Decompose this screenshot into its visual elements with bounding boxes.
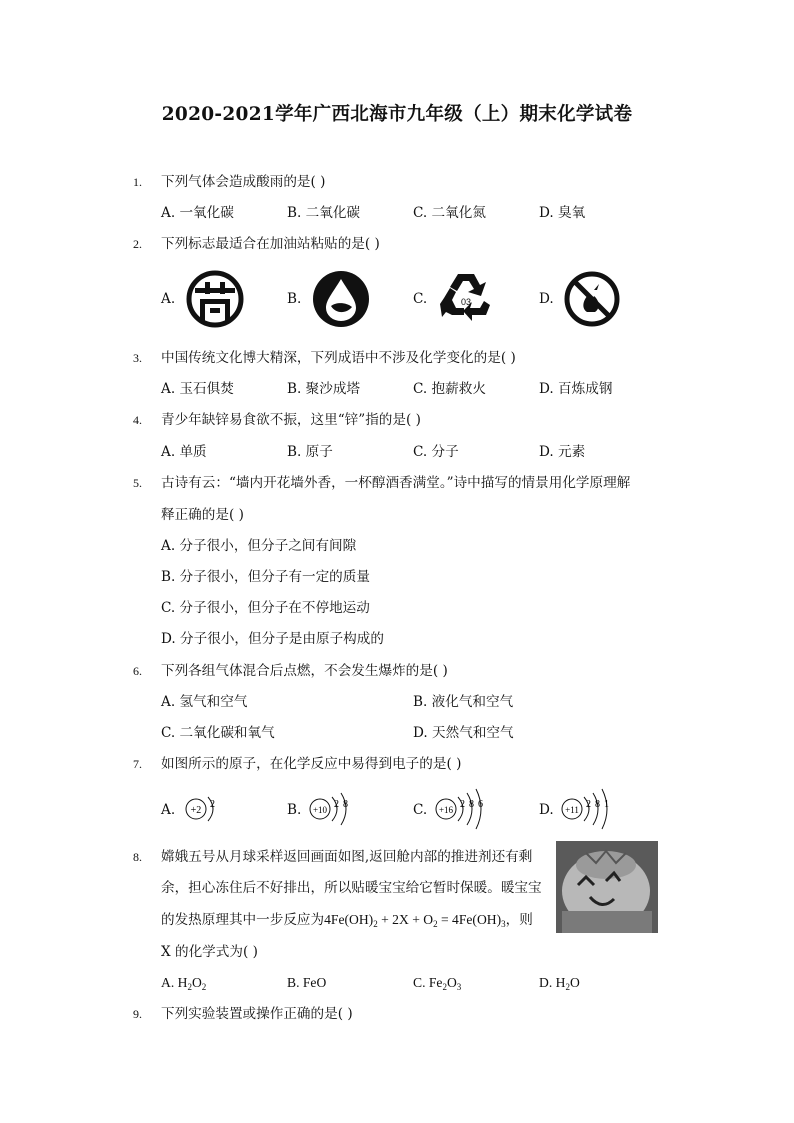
option-a[interactable]: A. [161, 291, 176, 307]
option-c[interactable]: C. 抱薪救火 [413, 381, 486, 397]
shell-electron-count: 2 [334, 799, 339, 810]
atom-diagram-d [560, 785, 640, 833]
question-number: 4. [133, 413, 142, 427]
option-b[interactable]: B. 分子很小，但分子有一定的质量 [161, 569, 370, 585]
atom-diagram-b [308, 785, 378, 833]
option-c[interactable]: C. 分子很小，但分子在不停地运动 [161, 600, 370, 616]
option-d[interactable]: D. 分子很小，但分子是由原子构成的 [161, 631, 384, 647]
question-number: 3. [133, 351, 142, 365]
equation-intro: 的发热原理其中一步反应为 [161, 912, 325, 928]
nucleus-charge: +16 [438, 805, 454, 815]
nucleus-charge: +10 [312, 805, 328, 815]
question-text: 古诗有云：“墙内开花墙外香，一杯醇酒香满堂。”诗中描写的情景用化学原理解 [161, 475, 631, 491]
nucleus-charge: +11 [565, 805, 579, 815]
shell-electron-count: 2 [210, 799, 215, 810]
question-text-line-2: 余，担心冻住后不好排出，所以贴暖宝宝给它暂时保暖。暖宝宝 [161, 880, 542, 896]
option-c[interactable]: C. 二氧化碳和氧气 [161, 725, 275, 741]
question-text-line-3 [161, 911, 533, 933]
atom-diagram-c [434, 785, 514, 833]
question-number: 9. [133, 1007, 142, 1021]
question-number: 6. [133, 664, 142, 678]
shell-electron-count: 6 [478, 799, 483, 810]
option-d[interactable]: D. [539, 802, 554, 818]
question-text-line-4: X 的化学式为( ) [161, 944, 258, 960]
option-a[interactable]: A. 一氧化碳 [161, 205, 234, 221]
question-number: 2. [133, 237, 142, 251]
question-number: 5. [133, 476, 142, 490]
option-c[interactable]: C. [413, 291, 428, 307]
question-number: 8. [133, 850, 142, 864]
shell-electron-count: 8 [469, 799, 474, 810]
question-text: 下列气体会造成酸雨的是( ) [161, 174, 326, 190]
option-b[interactable]: B. 原子 [287, 444, 333, 460]
equation-suffix: ，则 [505, 912, 533, 928]
shell-electron-count: 2 [460, 799, 465, 810]
option-a[interactable]: A. [161, 802, 176, 818]
option-d[interactable]: D. [539, 291, 554, 307]
page-title: 2020-2021学年广西北海市九年级（上）期末化学试卷 [161, 104, 633, 125]
nucleus-charge: +2 [190, 805, 202, 816]
no-fire-sign-icon [563, 270, 621, 328]
atom-diagram-a [184, 785, 244, 833]
shell-electron-count: 1 [604, 799, 609, 810]
question-text: 下列标志最适合在加油站粘贴的是( ) [161, 236, 380, 252]
question-text: 如图所示的原子，在化学反应中易得到电子的是( ) [161, 756, 462, 772]
option-c[interactable]: C. 分子 [413, 444, 459, 460]
option-b[interactable]: B. 二氧化碳 [287, 205, 361, 221]
water-saving-sign-icon [186, 270, 244, 328]
shell-electron-count: 8 [595, 799, 600, 810]
shell-electron-count: 2 [586, 799, 591, 810]
question-number: 1. [133, 175, 142, 189]
option-d[interactable]: D. 臭氧 [539, 205, 586, 221]
question-text: 下列各组气体混合后点燃，不会发生爆炸的是( ) [161, 663, 448, 679]
option-b[interactable]: B. 液化气和空气 [413, 694, 514, 710]
option-c[interactable]: C. $Fe_2O_3$ [413, 975, 462, 992]
water-drop-sign-icon [312, 270, 370, 328]
option-d[interactable]: D. 百炼成钢 [539, 381, 613, 397]
option-d[interactable]: D. 元素 [539, 444, 586, 460]
recycle-number: 03 [460, 297, 472, 307]
option-a[interactable]: A. 玉石俱焚 [161, 381, 234, 397]
option-b[interactable]: B. [287, 802, 302, 818]
option-c[interactable]: C. [413, 802, 428, 818]
option-d[interactable]: D. $H_2O$ [539, 975, 580, 992]
question-text-line-1: 嫦娥五号从月球采样返回画面如图,返回舱内部的推进剂还有剩 [161, 849, 533, 865]
option-b[interactable]: B. 聚沙成塔 [287, 381, 361, 397]
option-d[interactable]: D. 天然气和空气 [413, 725, 514, 741]
shell-electron-count: 8 [343, 799, 348, 810]
option-a[interactable]: A. 分子很小，但分子之间有间隙 [161, 538, 357, 554]
option-a[interactable]: A. $H_2O_2$ [161, 975, 207, 992]
question-text: 下列实验装置或操作正确的是( ) [161, 1006, 353, 1022]
option-b[interactable]: B. [287, 291, 302, 307]
option-c[interactable]: C. 二氧化氮 [413, 205, 486, 221]
change5-capsule-photo [556, 841, 658, 933]
option-a[interactable]: A. 单质 [161, 444, 207, 460]
question-text: 青少年缺锌易食欲不振，这里“锌”指的是( ) [161, 412, 421, 428]
option-a[interactable]: A. 氢气和空气 [161, 694, 248, 710]
chemical-equation: $4Fe(OH)_2 + 2X + O_2 = 4Fe(OH)_3$ [324, 912, 506, 929]
question-text: 中国传统文化博大精深，下列成语中不涉及化学变化的是( ) [161, 350, 516, 366]
recycling-sign-icon [436, 268, 496, 328]
question-number: 7. [133, 757, 142, 771]
option-b[interactable]: B. FeO [287, 975, 327, 990]
question-text-continued: 释正确的是( ) [161, 507, 244, 523]
